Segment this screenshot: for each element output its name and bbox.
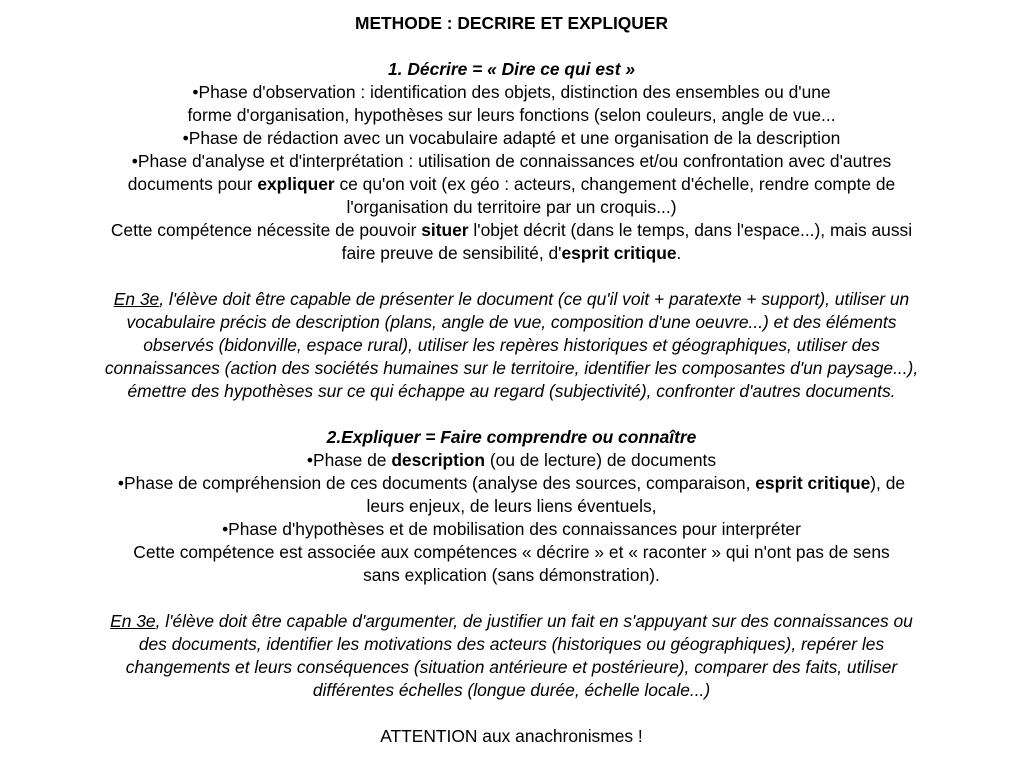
section1-line xyxy=(20,242,1003,265)
grade-label: En 3e xyxy=(113,289,160,309)
section1-3e-line: émettre des hypothèses sur ce qui échappe au regard (subjectivité), confronter d'autres documents. xyxy=(127,381,896,401)
section2-line: Cette compétence est associée aux compétences « décrire » et « raconter » qui n'ont pas de sens xyxy=(133,542,890,562)
text-run: •Phase de xyxy=(306,450,392,470)
section1-3e-line: connaissances (action des sociétés humaines sur le territoire, identifier les composantes d'un paysage...), xyxy=(104,358,919,378)
bold-term: expliquer xyxy=(257,174,335,194)
spacer xyxy=(20,702,1003,725)
bold-term: esprit critique xyxy=(561,243,677,263)
text-run: Cette compétence nécessite de pouvoir xyxy=(110,220,422,240)
section1-line: •Phase d'analyse et d'interprétation : utilisation de connaissances et/ou confrontation avec d'autres xyxy=(131,151,892,171)
text-run: , l'élève doit être capable de présenter le document (ce qu'il voit + paratexte + support), utiliser un xyxy=(159,289,910,309)
section1-line: •Phase de rédaction avec un vocabulaire adapté et une organisation de la description xyxy=(182,128,841,148)
bold-term: situer xyxy=(421,220,469,240)
section1-line: •Phase d'observation : identification des objets, distinction des ensembles ou d'une xyxy=(192,82,831,102)
spacer xyxy=(20,265,1003,288)
bold-term: esprit critique xyxy=(755,473,871,493)
section2-line: leurs enjeux, de leurs liens éventuels, xyxy=(366,496,657,516)
section2-3e-line xyxy=(20,610,1003,633)
section2-3e-line: différentes échelles (longue durée, échelle locale...) xyxy=(312,680,711,700)
text-run: •Phase de compréhension de ces documents (analyse des sources, comparaison, xyxy=(117,473,756,493)
text-run: ), de xyxy=(870,473,906,493)
text-run: faire preuve de sensibilité, d' xyxy=(341,243,562,263)
section2-line xyxy=(20,449,1003,472)
bold-term: description xyxy=(391,450,486,470)
text-run: . xyxy=(676,243,682,263)
section1-3e-line: observés (bidonville, espace rural), utiliser les repères historiques et géographiques, utiliser des xyxy=(143,335,880,355)
section2-heading: 2.Expliquer = Faire comprendre ou connaître xyxy=(326,427,697,447)
text-run: ce qu'on voit (ex géo : acteurs, changement d'échelle, rendre compte de xyxy=(334,174,896,194)
text-run: documents pour xyxy=(127,174,258,194)
section1-3e-line xyxy=(20,288,1003,311)
section1-line: forme d'organisation, hypothèses sur leurs fonctions (selon couleurs, angle de vue... xyxy=(187,105,836,125)
text-run: , l'élève doit être capable d'argumenter, de justifier un fait en s'appuyant sur des connaissances ou xyxy=(155,611,913,631)
section2-line: sans explication (sans démonstration). xyxy=(363,565,660,585)
section2-line xyxy=(20,472,1003,495)
section1-line xyxy=(20,219,1003,242)
section1-line: l'organisation du territoire par un croquis...) xyxy=(346,197,677,217)
warning-footer: ATTENTION aux anachronismes ! xyxy=(380,726,643,746)
grade-label: En 3e xyxy=(110,611,156,631)
spacer xyxy=(20,587,1003,610)
text-run: l'objet décrit (dans le temps, dans l'espace...), mais aussi xyxy=(468,220,913,240)
section1-line xyxy=(20,173,1003,196)
document-title: METHODE : DECRIRE ET EXPLIQUER xyxy=(354,13,669,33)
section2-line: •Phase d'hypothèses et de mobilisation des connaissances pour interpréter xyxy=(222,519,801,539)
section2-3e-line: des documents, identifier les motivations des acteurs (historiques ou géographiques), repérer les xyxy=(138,634,885,654)
spacer xyxy=(20,35,1003,58)
section1-heading: 1. Décrire = « Dire ce qui est » xyxy=(388,59,635,79)
section1-3e-line: vocabulaire précis de description (plans, angle de vue, composition d'une oeuvre...) et des éléments xyxy=(126,312,897,332)
section2-3e-line: changements et leurs conséquences (situation antérieure et postérieure), comparer des faits, utiliser xyxy=(125,657,898,677)
text-run: (ou de lecture) de documents xyxy=(485,450,717,470)
spacer xyxy=(20,403,1003,426)
